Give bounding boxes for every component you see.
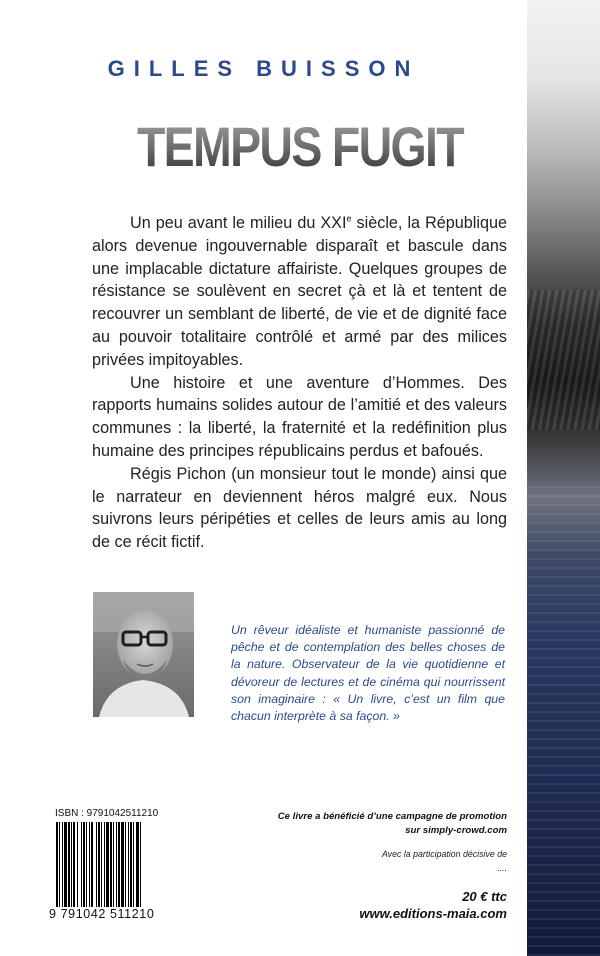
author-name: GILLES BUISSON (107, 56, 420, 81)
author-portrait-image (93, 592, 194, 717)
author-photo (93, 592, 194, 717)
barcode-bar (118, 822, 120, 918)
blurb-paragraph-3: Régis Pichon (un monsieur tout le monde) ainsi que le narrateur en deviennent héros malgré eux. Nous suivrons leurs péripéties et celles de leurs amis au long de ce récit fictif. (92, 464, 507, 552)
barcode-bar (116, 822, 117, 918)
back-cover-blurb (92, 212, 507, 554)
book-title: TEMPUS FUGIT (51, 114, 549, 179)
barcode-bar (89, 822, 90, 918)
barcode-bar (110, 822, 112, 918)
barcode-bar (125, 822, 126, 918)
barcode-bar (73, 822, 75, 918)
barcode-bar (106, 822, 109, 918)
participation-dots: .... (497, 863, 507, 873)
barcode-bar (62, 822, 63, 918)
barcode-bar (130, 822, 132, 918)
blurb-paragraph-2: Une histoire et une aventure d’Hommes. Des rapports humains solides autour de l’amitié et des valeurs communes : la liberté, la fraternité et la redéfinition plus humaine des principes républicains perdus et bafoués. (92, 373, 507, 460)
author-bio (201, 622, 505, 725)
barcode-bar (133, 822, 134, 918)
promotion-notice (260, 810, 507, 837)
barcode-bar (91, 822, 93, 918)
participation-notice (260, 847, 507, 875)
author-bio-text: Un rêveur idéaliste et humaniste passionné de pêche et de contemplation des belles choses de la nature. Observateur de la vie quotidienne et dévoreur de lectures et de cinéma qui nourrissent son imaginaire : « Un livre, c’est un film que chacun interprète à sa façon. » (231, 623, 505, 724)
barcode-bar (59, 822, 60, 918)
barcode-bar (96, 822, 97, 918)
barcode (55, 822, 171, 918)
barcode-bar (71, 822, 72, 918)
price: 20 € ttc (462, 889, 507, 904)
barcode-bar (101, 822, 102, 918)
promotion-line-1: Ce livre a bénéficié d’une campagne de promotion (277, 811, 507, 822)
barcode-bar (128, 822, 129, 918)
promotion-line-2: sur simply-crowd.com (405, 824, 507, 836)
barcode-bar (83, 822, 85, 918)
barcode-bar (56, 822, 58, 918)
barcode-bar (86, 822, 87, 918)
barcode-bar (68, 822, 70, 918)
barcode-bar (140, 822, 141, 918)
barcode-bar (77, 822, 78, 918)
barcode-bar (81, 822, 82, 918)
barcode-bar (104, 822, 105, 918)
blurb-paragraph-1: Un peu avant le milieu du XXIe siècle, la République alors devenue ingouvernable disparaît et bascule dans une implacable dictature affairiste. Quelques groupes de résistance se soulèvent en secret çà et là et tentent de recouvrer un semblant de liberté, de vie et de dignité face au pouvoir totalitaire contrôlé et armé par des milices privées impitoyables. (92, 213, 507, 369)
barcode-bar (64, 822, 67, 918)
barcode-bar (98, 822, 100, 918)
publisher-website: www.editions-maia.com (359, 906, 507, 921)
isbn-label: ISBN : 9791042511210 (55, 808, 159, 819)
barcode-bar (113, 822, 114, 918)
participation-line: Avec la participation décisive de (381, 849, 507, 859)
barcode-digits: 9 791042 511210 (49, 907, 177, 921)
barcode-bar (136, 822, 139, 918)
barcode-bar (121, 822, 124, 918)
lake-water-texture (527, 480, 600, 956)
forest-texture (527, 290, 600, 430)
